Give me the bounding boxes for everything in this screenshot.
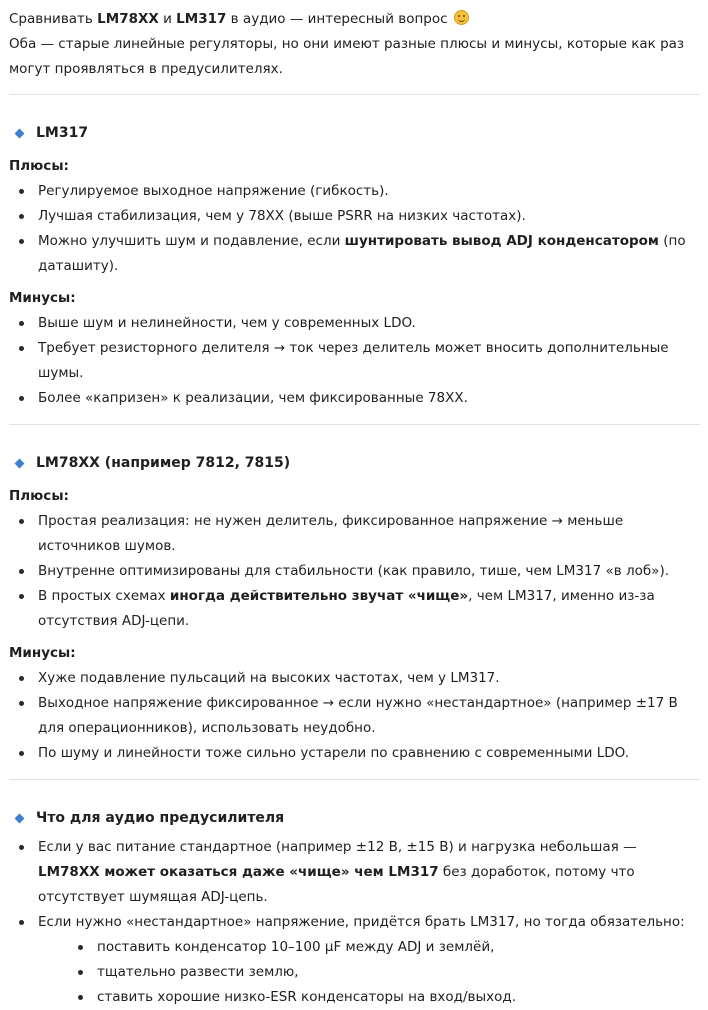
bold-text: шунтировать вывод ADJ конденсатором	[344, 233, 659, 249]
list-item	[9, 229, 700, 279]
grinning-face-icon	[454, 10, 469, 25]
section-lm78xx	[9, 451, 700, 766]
sub-list-item: ставить хорошие низко-ESR конденсаторы на вход/выход.	[38, 985, 698, 1010]
sub-list-item: поставить конденсатор 10–100 µF между ADJ и землёй,	[38, 935, 698, 960]
section-heading	[9, 121, 700, 146]
cons-label: Минусы:	[9, 645, 76, 661]
intro-bold-lm78xx: LM78XX	[97, 11, 159, 27]
text: без доработок, потому что отсутствует шумящая ADJ-цепь.	[38, 864, 635, 905]
intro-line-1	[9, 7, 700, 32]
text: В простых схемах	[38, 588, 170, 604]
intro-text: Сравнивать	[9, 11, 98, 27]
list-item: Требует резисторного делителя → ток через делитель может вносить дополнительные шумы.	[9, 336, 700, 386]
diamond-icon	[15, 129, 25, 139]
section-heading	[9, 806, 700, 831]
diamond-icon	[15, 814, 25, 824]
text: Если у вас питание стандартное (например ±12 В, ±15 В) и нагрузка небольшая —	[38, 839, 637, 855]
list-item: Хуже подавление пульсаций на высоких частотах, чем у LM317.	[9, 666, 700, 691]
bold-text: LM78XX может оказаться даже «чище» чем LM317	[38, 864, 439, 880]
intro	[9, 7, 700, 82]
sub-list	[38, 935, 698, 1010]
list-item: Выше шум и нелинейности, чем у современных LDO.	[9, 311, 700, 336]
section-heading-text: LM78XX (например 7812, 7815)	[36, 455, 291, 471]
list-item: Лучшая стабилизация, чем у 78XX (выше PSRR на низких частотах).	[9, 204, 700, 229]
pros-list	[9, 179, 700, 279]
intro-bold-lm317: LM317	[176, 11, 227, 27]
section-lm317	[9, 121, 700, 411]
list-item: Более «капризен» к реализации, чем фиксированные 78XX.	[9, 386, 700, 411]
section-heading-text: Что для аудио предусилителя	[36, 810, 285, 826]
list-item	[9, 835, 700, 910]
preamp-list	[9, 835, 700, 1010]
divider	[9, 424, 700, 425]
list-item: Выходное напряжение фиксированное → если нужно «нестандартное» (например ±17 В для операционников), использовать неудобно.	[9, 691, 700, 741]
text: (по даташиту).	[38, 233, 686, 274]
divider	[9, 779, 700, 780]
list-item	[9, 910, 700, 1010]
divider	[9, 94, 700, 95]
section-heading	[9, 451, 700, 476]
text: Если нужно «нестандартное» напряжение, придётся брать LM317, но тогда обязательно:	[38, 914, 685, 930]
list-item: Внутренне оптимизированы для стабильности (как правило, тише, чем LM317 «в лоб»).	[9, 559, 700, 584]
list-item: Простая реализация: не нужен делитель, фиксированное напряжение → меньше источников шумов.	[9, 509, 700, 559]
cons-list	[9, 311, 700, 411]
cons-list	[9, 666, 700, 766]
list-item: По шуму и линейности тоже сильно устарели по сравнению с современными LDO.	[9, 741, 700, 766]
intro-line-2: Оба — старые линейные регуляторы, но они имеют разные плюсы и минусы, которые как раз могут проявляться в предусилителях.	[9, 36, 685, 77]
bold-text: иногда действительно звучат «чище»	[169, 588, 469, 604]
cons-label: Минусы:	[9, 290, 76, 306]
list-item: Регулируемое выходное напряжение (гибкость).	[9, 179, 700, 204]
list-item	[9, 584, 700, 634]
pros-list	[9, 509, 700, 634]
text: , чем LM317, именно из-за отсутствия ADJ-цепи.	[38, 588, 655, 629]
pros-label: Плюсы:	[9, 488, 69, 504]
sub-list-item: тщательно развести землю,	[38, 960, 698, 985]
section-preamp	[9, 806, 700, 1010]
intro-text: и	[158, 11, 177, 27]
diamond-icon	[15, 459, 25, 469]
section-heading-text: LM317	[36, 125, 89, 141]
text: Можно улучшить шум и подавление, если	[38, 233, 345, 249]
intro-text: в аудио — интересный вопрос	[226, 11, 448, 27]
pros-label: Плюсы:	[9, 158, 69, 174]
